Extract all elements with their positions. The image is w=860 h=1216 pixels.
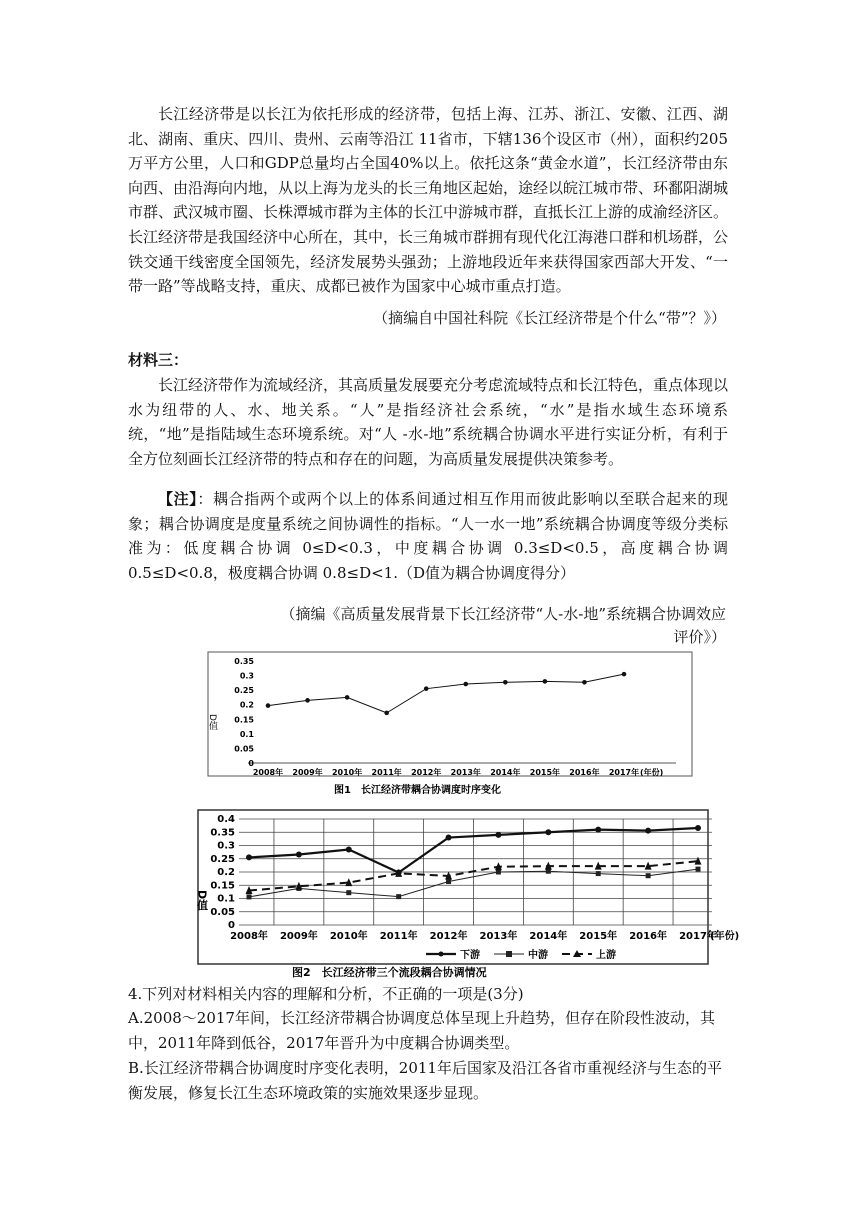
c2-ytick: 0.3 [217, 840, 235, 852]
c2-point-2-1 [247, 894, 252, 899]
figure-2-caption: 图2 长江经济带三个流段耦合协调情况 [292, 966, 487, 979]
c1-ytick: 0.1 [239, 729, 254, 739]
figure-1-caption: 图1 长江经济带耦合协调度时序变化 [334, 785, 501, 796]
figure-2-chart [195, 808, 740, 980]
legend-label-3: 上游 [596, 950, 616, 961]
c2-ytick: 0.1 [217, 893, 235, 905]
legend-marker-2 [506, 951, 512, 957]
c1-xtick: 2009年 [292, 768, 323, 777]
c1-xtick: 2013年 [450, 768, 481, 777]
c2-point-1-10 [695, 825, 701, 831]
c2-point-2-8 [596, 871, 601, 876]
material-three-heading: 材料三： [128, 351, 189, 369]
c1-xtick: 2010年 [331, 768, 363, 777]
c1-point-1-5 [424, 686, 429, 691]
option-b: B.长江经济带耦合协调度时序变化表明，2011年后国家及沿江各省市重视经济与生态的平衡发展，修复长江生态环境政策的实施效果逐步显现。 [128, 1059, 722, 1102]
c1-ytick: 0.15 [234, 715, 254, 725]
c2-ytick: 0 [228, 920, 235, 931]
c2-ytick: 0.2 [217, 867, 235, 878]
c1-xtick: 2008年 [252, 768, 284, 777]
material-three-source-line1: （摘编《高质量发展背景下长江经济带“人-水-地”系统耦合协调效应 [280, 605, 726, 623]
c2-point-2-10 [696, 867, 701, 872]
c2-point-2-3 [346, 890, 351, 895]
legend-label-1: 下游 [460, 950, 480, 961]
c2-xtick: 2013年 [479, 931, 518, 942]
c2-ytick: 0.35 [210, 827, 235, 839]
c2-ytick: 0.15 [210, 880, 235, 892]
c1-point-1-10 [622, 672, 627, 677]
c1-ytick: 0.05 [234, 744, 254, 754]
c2-point-1-6 [495, 832, 501, 838]
c2-xtick: 2009年 [279, 931, 318, 942]
c2-xtick: 2008年 [230, 931, 268, 942]
c1-point-1-6 [463, 682, 468, 687]
c1-xtick: 2016年 [569, 768, 600, 777]
c2-point-1-2 [296, 852, 302, 858]
c1-ytick: 0 [248, 759, 254, 768]
c2-point-1-1 [246, 854, 252, 860]
c2-xtick: 2011年 [379, 931, 418, 942]
c2-xunit: (年份) [710, 931, 740, 942]
figure-1-y-label: D值 [207, 714, 217, 730]
c1-series-line-1 [268, 674, 624, 713]
c1-xtick: 2017年 [608, 768, 640, 777]
c2-xtick: 2015年 [579, 931, 618, 942]
c1-point-1-9 [582, 680, 587, 685]
c2-ytick: 0.05 [210, 906, 235, 918]
material-three-source-line2: 评价》） [673, 628, 726, 646]
c1-xtick: 2014年 [490, 768, 521, 777]
c2-point-1-8 [595, 827, 601, 833]
c2-xtick: 2016年 [629, 931, 668, 942]
question-4: 4.下列对材料相关内容的理解和分析，不正确的一项是(3分) [128, 985, 524, 1003]
c1-point-1-2 [305, 698, 310, 703]
legend-label-2: 中游 [528, 950, 548, 961]
c1-xtick: 2015年 [529, 768, 561, 777]
c2-ytick: 0.4 [217, 814, 235, 825]
c1-ytick: 0.2 [239, 700, 254, 710]
c1-xunit: (年份) [640, 768, 664, 777]
c1-point-1-1 [266, 703, 271, 708]
c2-point-2-6 [496, 870, 501, 875]
figure-1-frame [208, 652, 692, 776]
material-two-source: （摘编自中国社科院《长江经济带是个什么“带”？》） [373, 309, 726, 327]
c1-ytick: 0.25 [234, 686, 254, 696]
c2-point-1-5 [446, 835, 452, 841]
c1-xtick: 2011年 [371, 768, 402, 777]
c1-point-1-7 [503, 680, 508, 685]
c2-point-2-4 [396, 894, 401, 899]
c1-ytick: 0.35 [234, 657, 254, 666]
c2-ytick: 0.25 [210, 853, 235, 865]
option-a: A.2008～2017年间，长江经济带耦合协调度总体呈现上升趋势，但存在阶段性波动，其中，2011年降到低谷，2017年晋升为中度耦合协调类型。 [128, 1009, 715, 1052]
c2-point-1-7 [545, 829, 551, 835]
c2-point-2-9 [646, 873, 651, 878]
c1-xtick: 2012年 [411, 768, 442, 777]
note-label: 【注】 [158, 490, 198, 508]
c1-point-1-4 [384, 711, 389, 716]
c2-xtick: 2014年 [529, 931, 568, 942]
figure-2-y-label: D值 [195, 890, 209, 911]
material-three-paragraph: 长江经济带作为流域经济，其高质量发展要充分考虑流域特点和长江特色，重点体现以水为纽带的人、水、地关系。“人”是指经济社会系统，“水”是指水域生态环境系统，“地”是指陆域生态环境系统。对“人 -水-地”系统耦合协调水平进行实证分析，有利于全方位刻画长江经济带的特点和存在的问题，为高质量发展提供决策参考。 [128, 376, 729, 468]
note-text: ：耦合指两个或两个以上的体系间通过相互作用而彼此影响以至联合起来的现象；耦合协调度是度量系统之间协调性的指标。“人一水一地”系统耦合协调度等级分类标准为：低度耦合协调 0≤D<0.3，中度耦合协调 0.3≤D<0.5，高度耦合协调 0.5≤D<0.8，极度耦合协调 0.8≤D<1.（D值为耦合协调度得分） [128, 490, 728, 582]
legend-marker-1 [439, 952, 444, 957]
c2-point-1-3 [346, 846, 352, 852]
c1-point-1-8 [543, 679, 548, 684]
c2-xtick: 2017年 [679, 931, 717, 942]
c1-ytick: 0.3 [239, 671, 254, 681]
c2-xtick: 2012年 [429, 931, 468, 942]
figure-2 [195, 808, 740, 980]
note-paragraph [128, 487, 728, 585]
figure-1-chart [206, 650, 706, 800]
c2-xtick: 2010年 [329, 931, 368, 942]
c1-point-1-3 [345, 695, 350, 700]
c2-point-2-5 [446, 879, 451, 884]
material-two-paragraph: 长江经济带是以长江为依托形成的经济带，包括上海、江苏、浙江、安徽、江西、湖北、湖南、重庆、四川、贵州、云南等沿江 11省市，下辖136个设区市（州），面积约205万平方公里，人口和GDP总量均占全国40%以上。依托这条“黄金水道”，长江经济带由东向西、由沿海向内地，从以上海为龙头的长三角地区起始，途经以皖江城市带、环鄱阳湖城市群、武汉城市圈、长株潭城市群为主体的长江中游城市群，直抵长江上游的成渝经济区。长江经济带是我国经济中心所在，其中，长三角城市群拥有现代化江海港口群和机场群，公铁交通干线密度全国领先，经济发展势头强劲；上游地段近年来获得国家西部大开发、“一带一路”等战略支持，重庆、成都已被作为国家中心城市重点打造。 [128, 105, 729, 296]
c2-point-1-9 [645, 828, 651, 834]
figure-1 [206, 650, 706, 800]
